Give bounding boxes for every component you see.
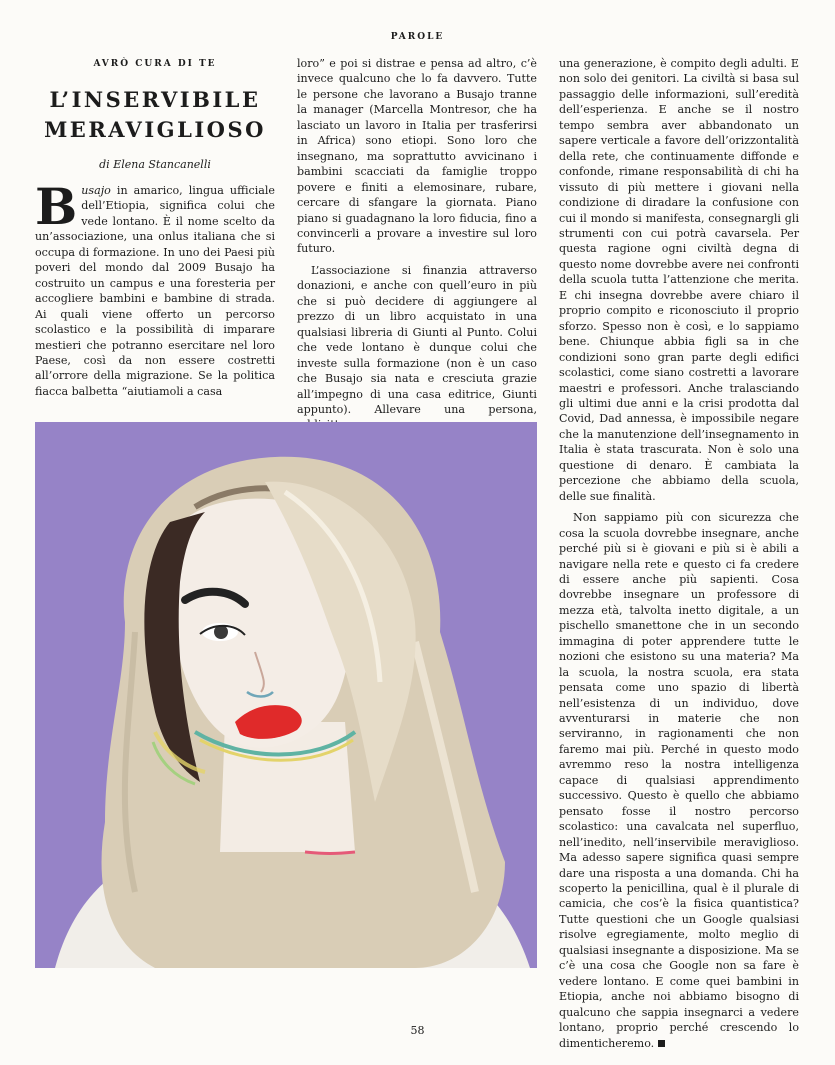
end-mark-icon [658, 1040, 665, 1047]
article-kicker: AVRÒ CURA DI TE [93, 59, 217, 69]
paragraph: L’associazione si finanzia attraverso donazioni, e anche con quell’euro in più che si può decidere di aggiungere al prezzo di un libro acquistato in una qualsiasi libreria di Giunti al Punto. Colui che vede lontano è dunque colui che investe sulla formazione (non è un caso che Busajo sia nata e cresciuta grazie all’impegno di una casa editrice, Giunti appunto). Allevare una persona, [297, 263, 537, 416]
first-word: usajo [81, 184, 111, 197]
paragraph-text: in amarico, lingua ufficiale dell’Etiopia, significa colui che vede lontano. È il nome scelto da un’associazione, una onlus italiana che si occupa di formazione. In uno dei Paesi più poveri del mondo dal 2009 Busajo ha costruito un campus e una foresteria per accogliere bambini e bambine di strada. Ai quali viene offerto un percorso scolastico e la possibilità di imparare mestieri che potranno esercitare nel loro Paese, così da non essere costretti all’orrore della migrazione. Se la politica fiacca balbetta “aiutiamoli a casa [35, 184, 275, 398]
text-column-3 [559, 56, 799, 1051]
paragraph [559, 510, 799, 1051]
page-number: 58 [410, 1024, 425, 1037]
section-header: PAROLE [390, 32, 445, 42]
article-title: L’INSERVIBILE MERAVIGLIOSO [44, 87, 266, 142]
woman-portrait-icon [35, 422, 537, 968]
article-byline: di Elena Stancanelli [99, 158, 211, 171]
portrait-illustration [35, 422, 537, 968]
paragraph [35, 177, 275, 399]
paragraph: loro” e poi si distrae e pensa ad altro, c’è invece qualcuno che lo fa davvero. Tutte le persone che lavorano a Busajo tranne la manager (Marcella Montresor, che ha lasciato un lavoro in Italia per trasferirsi in Africa) sono etiopi. Sono loro che insegnano, ma soprattutto avvicinano i bambini scacciati da famiglie troppo povere e finiti a elemosinare, rubare, cercare di sfangare la giornata. Piano piano si guadagnano la loro fiducia, fino a convincerli a provare a investire sul loro futuro. [297, 57, 537, 256]
drop-cap: B [35, 177, 78, 236]
paragraph: una generazione, è compito degli adulti. E non solo dei genitori. La civiltà si basa sul passaggio delle informazioni, sull’eredità dell’esperienza. E anche se il nostro tempo sembra aver abbandonato un sapere verticale a favore dell’orizzontalità della rete, che continuamente diffonde e confonde, rimane responsabilità di chi ha vissuto di più mettere i giovani nella condizione di diradare la confusione con cui il mondo si manifesta, consegnargli gli strumenti con cui potrà cavarsela. Per questa ragione ogni civiltà degna di questo nome dovrebbe avere nei confronti della scuola tutta l’attenzione che merita. E chi insegna dovrebbe avere chiaro il proprio compito e riconosciuto il proprio sforzo. Spesso non è così, e lo sappiamo bene. Chiunque abbia figli sa in che condizioni sono gran parte degli edifici scolastici, come siano costretti a lavorare maestri e professori. Anche tralasciando gli ultimi due anni e la crisi prodotta dal Covid, Dad annessa, è impossibile negare che la manutenzione dell’insegnamento in Italia è stata trascurata. Non è solo una questione di denaro. È cambiata la percezione che abbiamo della scuola, delle sue finalità. [559, 57, 799, 503]
text-column-2 [297, 56, 537, 433]
paragraph-text: Non sappiamo più con sicurezza che cosa la scuola dovrebbe insegnare, anche perché più si è giovani e più si è abili a navigare nella rete e questo ci fa credere di essere anche più sapienti. Cosa dovrebbe insegnare un professore di mezza età, talvolta inetto digitale, a un pischello smanettone che in un secondo immagina di poter apprendere tutte le nozioni che esistono su una materia? Ma la scuola, la nostra scuola, era stata pensata come uno spazio di libertà nell’esistenza di un individuo, dove avventurarsi in materie che non serviranno, in ragionamenti che non faremo mai più. Perché in questo modo avremmo reso la nostra intelligenza capace di qualsiasi apprendimento successivo. Questo è quello che abbiamo pensato fosse il nostro percorso scolastico: una cavalcata nel superfluo, nell’inedito, nell’inservibile meraviglioso. Ma adesso sapere significa quasi sempre dare una risposta a una domanda. Chi ha scoperto la penicillina, qual è il plurale di camicia, che cos’è la fisica quantistica? Tutte questioni che un Google qualsiasi risolve egregiamente, molto meglio di qualsiasi insegnante a disposizione. Ma se c’è una cosa che Google non sa fare è vedere lontano. E come quei bambini in Etiopia, anche noi abbiamo bisogno di qualcuno che sappia insegnarci a vedere lontano, proprio perché crescendo lo dimenticheremo. [559, 511, 799, 1050]
text-column-1 [35, 177, 275, 399]
